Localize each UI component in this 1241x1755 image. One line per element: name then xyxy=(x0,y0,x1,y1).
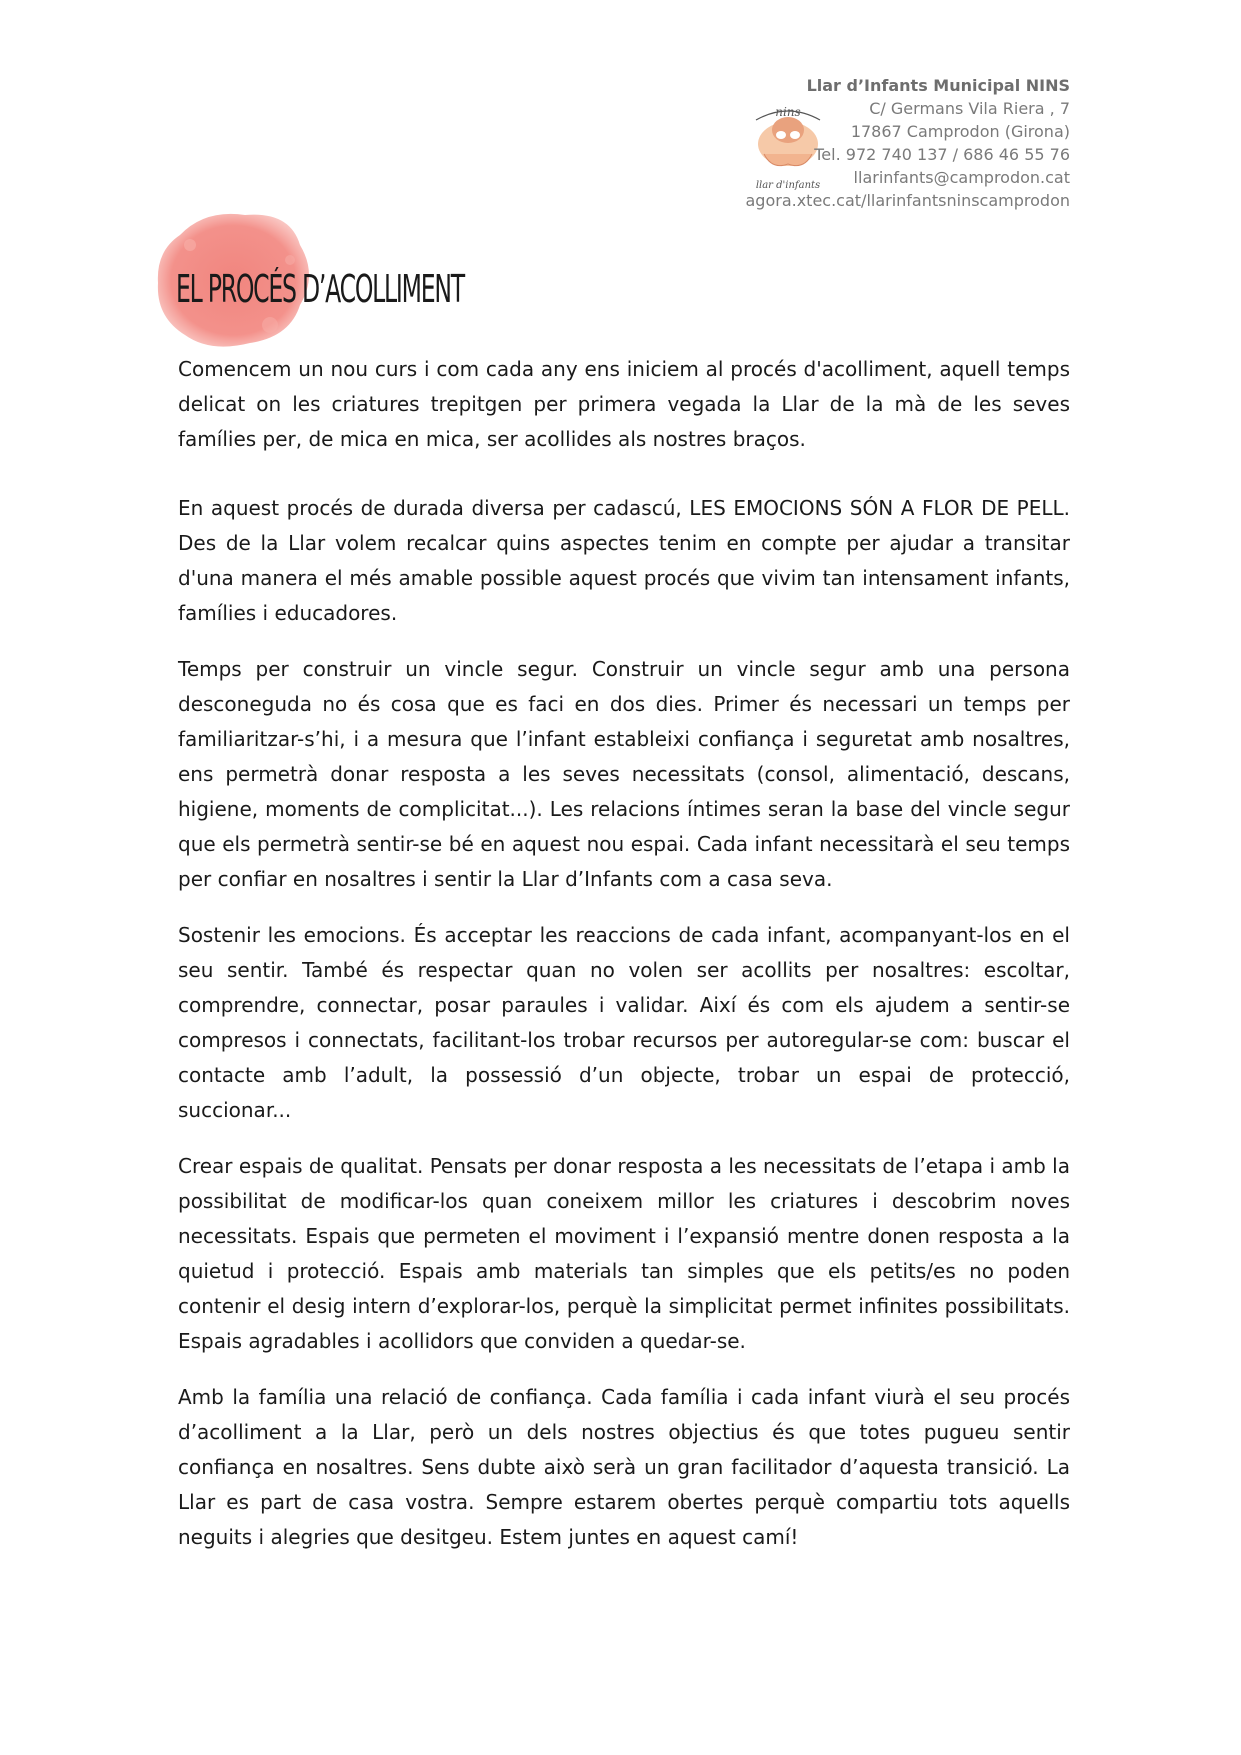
contact-block xyxy=(745,74,1070,212)
paragraph-emotions: En aquest procés de durada diversa per cadascú, LES EMOCIONS SÓN A FLOR DE PELL. Des de la Llar volem recalcar quins aspectes tenim en compte per ajudar a transitar d'una manera el més amable possible aquest procés que vivim tan intensament infants, famílies i educadores. xyxy=(178,496,1070,625)
website-link[interactable]: agora.xtec.cat/llarinfantsninscamprodon xyxy=(745,191,1070,210)
page-title: EL PROCÉS D’ACOLLIMENT xyxy=(176,267,464,311)
address-line: C/ Germans Vila Riera , 7 xyxy=(869,99,1070,118)
logo-bottom-text: llar d'infants xyxy=(755,180,821,191)
title-block xyxy=(150,205,480,355)
logo-top-text: nins xyxy=(775,105,801,119)
phone-line: Tel. 972 740 137 / 686 46 55 76 xyxy=(814,145,1070,164)
paragraph-secure-bond: Temps per construir un vincle segur. Construir un vincle segur amb una persona desconeguda no és cosa que es faci en dos dies. Primer és necessari un temps per familiaritzar-s’hi, i a mesura que l’infant estableixi confiança i seguretat amb nosaltres, ens permetrà donar resposta a les seves necessitats (consol, alimentació, descans, higiene, moments de complicitat...). Les relacions íntimes seran la base del vincle segur que els permetrà sentir-se bé en aquest nou espai. Cada infant necessitarà el seu temps per confiar en nosaltres i sentir la Llar d’Infants com a casa seva. xyxy=(178,657,1070,891)
paragraph-quality-spaces: Crear espais de qualitat. Pensats per donar resposta a les necessitats de l’etapa i amb la possibilitat de modificar-los quan coneixem millor les criatures i descobrim noves necessitats. Espais que permeten el moviment i l’expansió mentre donen resposta a la quietud i protecció. Espais amb materials tan simples que els petits/es no poden contenir el desig intern d’explorar-los, perquè la simplicitat permet infinites possibilitats. Espais agradables i acollidors que conviden a quedar-se. xyxy=(178,1154,1070,1353)
email-link[interactable]: llarinfants@camprodon.cat xyxy=(853,168,1070,187)
city-line: 17867 Camprodon (Girona) xyxy=(850,122,1070,141)
body-text xyxy=(178,352,1070,1576)
org-name: Llar d’Infants Municipal NINS xyxy=(806,76,1070,95)
paragraph-sustain-emotions: Sostenir les emocions. És acceptar les reaccions de cada infant, acompanyant-los en el seu sentir. També és respectar quan no volen ser acollits per nosaltres: escoltar, comprendre, connectar, posar paraules i validar. Així és com els ajudem a sentir-se compresos i connectats, facilitant-los trobar recursos per autoregular-se com: buscar el contacte amb l’adult, la possessió d’un objecte, trobar un espai de protecció, succionar... xyxy=(178,923,1070,1122)
paragraph-family-trust: Amb la família una relació de confiança. Cada família i cada infant viurà el seu procés d’acolliment a la Llar, però un dels nostres objectius és que totes pugueu sentir confiança en nosaltres. Sens dubte això serà un gran facilitador d’aquesta transició. La Llar es part de casa vostra. Sempre estarem obertes perquè compartiu tots aquells neguits i alegries que desitgeu. Estem juntes en aquest camí! xyxy=(178,1385,1070,1549)
paragraph-intro: Comencem un nou curs i com cada any ens iniciem al procés d'acolliment, aquell temps delicat on les criatures trepitgen per primera vegada la Llar de la mà de les seves famílies per, de mica en mica, ser acollides als nostres braços. xyxy=(178,357,1070,451)
